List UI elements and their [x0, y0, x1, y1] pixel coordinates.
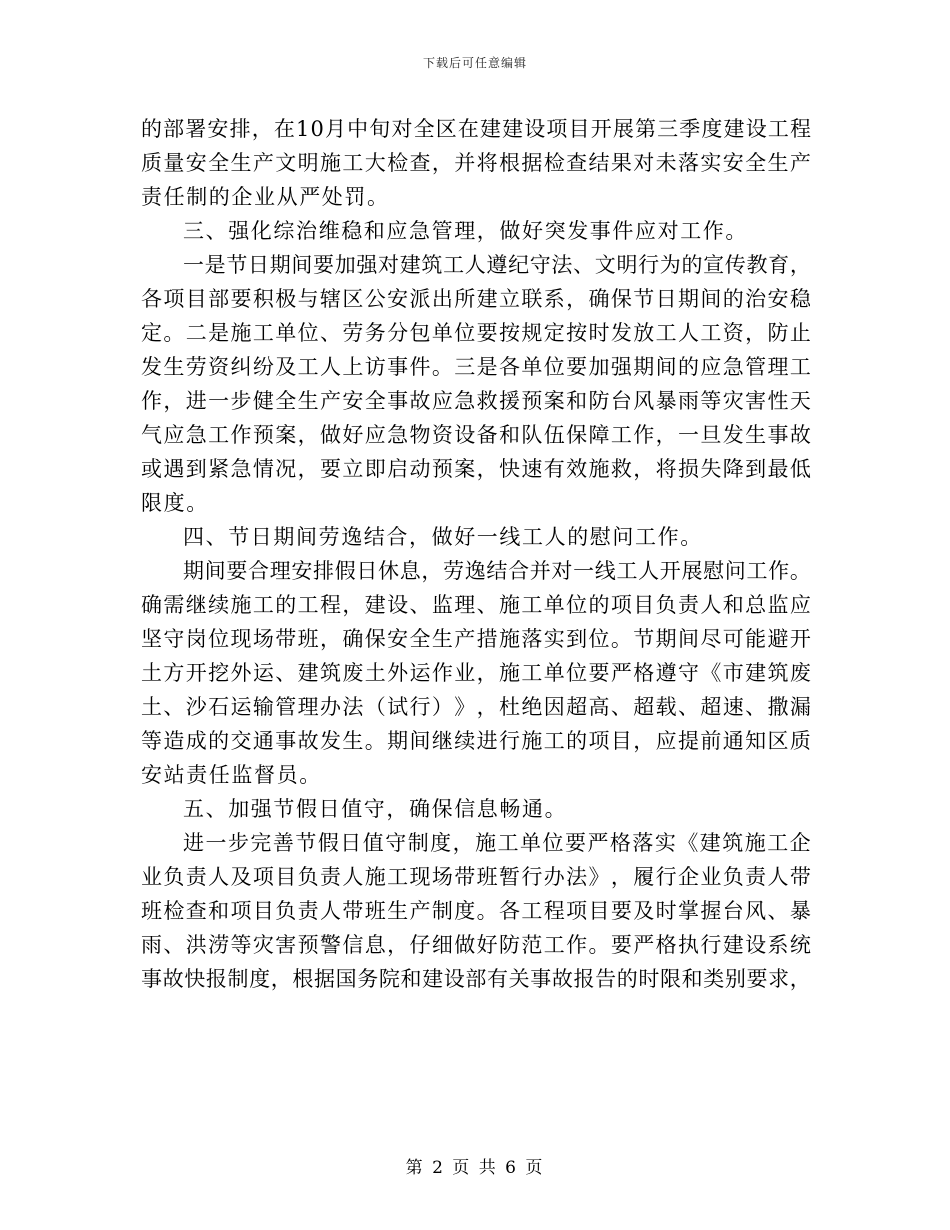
text-line: 业 负 责 人 及 项 目 负 责 人 施 工 现 场 带 班 暂 行 办 法 》 ， 履 行 企 业 负 责 人 带: [141, 865, 811, 889]
text-line: 班 检 查 和 项 目 负 责 人 带 班 生 产 制 度 。 各 工 程 项 目 要 及 时 掌 握 台 风 、 暴: [141, 899, 811, 923]
text-line: 四、节日期间劳逸结合，做好一线工人的慰问工作。: [183, 525, 703, 549]
text-line: 坚 守 岗 位 现 场 带 班 ， 确 保 安 全 生 产 措 施 落 实 到 位 。 节 期 间 尽 可 能 避 开: [141, 627, 811, 651]
text-line: 期 间 要 合 理 安 排 假 日 休 息 ， 劳 逸 结 合 并 对 一 线 工 人 开 展 慰 问 工 作 。: [183, 559, 811, 583]
text-line: 一 是 节 日 期 间 要 加 强 对 建 筑 工 人 遵 纪 守 法 、 文 明 行 为 的 宣 传 教 育 ，: [183, 253, 811, 277]
text-line: 安站责任监督员。: [141, 763, 322, 787]
text-line: 确 需 继 续 施 工 的 工 程 ， 建 设 、 监 理 、 施 工 单 位 的 项 目 负 责 人 和 总 监 应: [141, 593, 811, 617]
text-line: 事 故 快 报 制 度 ， 根 据 国 务 院 和 建 设 部 有 关 事 故 报 告 的 时 限 和 类 别 要 求 ，: [141, 967, 811, 991]
page-header: 下载后可任意编辑: [422, 56, 527, 70]
text-line: 发 生 劳 资 纠 纷 及 工 人 上 访 事 件 。 三 是 各 单 位 要 加 强 期 间 的 应 急 管 理 工: [141, 355, 811, 379]
text-line: 进 一 步 完 善 节 假 日 值 守 制 度 ， 施 工 单 位 要 严 格 落 实 《 建 筑 施 工 企: [183, 831, 811, 855]
text-line: 各 项 目 部 要 积 极 与 辖 区 公 安 派 出 所 建 立 联 系 ， 确 保 节 日 期 间 的 治 安 稳: [141, 287, 811, 311]
document-body: [141, 112, 811, 996]
text-line: 定 。 二 是 施 工 单 位 、 劳 务 分 包 单 位 要 按 规 定 按 时 发 放 工 人 工 资 ， 防 止: [141, 321, 811, 345]
text-line: 三、强化综治维稳和应急管理，做好突发事件应对工作。: [183, 219, 748, 243]
text-line: 雨 、 洪 涝 等 灾 害 预 警 信 息 ， 仔 细 做 好 防 范 工 作 。 要 严 格 执 行 建 设 系 统: [141, 933, 811, 957]
text-line: 的 部 署 安 排 ， 在 1 0 月 中 旬 对 全 区 在 建 建 设 项 目 开 展 第 三 季 度 建 设 工 程: [141, 117, 811, 141]
text-line: 土 、 沙 石 运 输 管 理 办 法 （ 试 行 ） 》 ， 杜 绝 因 超 高 、 超 载 、 超 速 、 撒 漏: [141, 695, 811, 719]
text-line: 土 方 开 挖 外 运 、 建 筑 废 土 外 运 作 业 ， 施 工 单 位 要 严 格 遵 守 《 市 建 筑 废: [141, 661, 811, 685]
text-line: 作 ， 进 一 步 健 全 生 产 安 全 事 故 应 急 救 援 预 案 和 防 台 风 暴 雨 等 灾 害 性 天: [141, 389, 811, 413]
text-line: 质 量 安 全 生 产 文 明 施 工 大 检 查 ， 并 将 根 据 检 查 结 果 对 未 落 实 安 全 生 产: [141, 151, 811, 175]
text-line: 或 遇 到 紧 急 情 况 ， 要 立 即 启 动 预 案 ， 快 速 有 效 施 救 ， 将 损 失 降 到 最 低: [141, 457, 811, 481]
page-footer: 第 2 页 共 6 页: [405, 1158, 545, 1178]
text-line: 气 应 急 工 作 预 案 ， 做 好 应 急 物 资 设 备 和 队 伍 保 障 工 作 ， 一 旦 发 生 事 故: [141, 423, 811, 447]
text-line: 限度。: [141, 491, 209, 515]
text-line: 责任制的企业从严处罚。: [141, 185, 390, 209]
text-line: 等 造 成 的 交 通 事 故 发 生 。 期 间 继 续 进 行 施 工 的 项 目 ， 应 提 前 通 知 区 质: [141, 729, 811, 753]
text-line: 五、加强节假日值守，确保信息畅通。: [183, 797, 568, 821]
